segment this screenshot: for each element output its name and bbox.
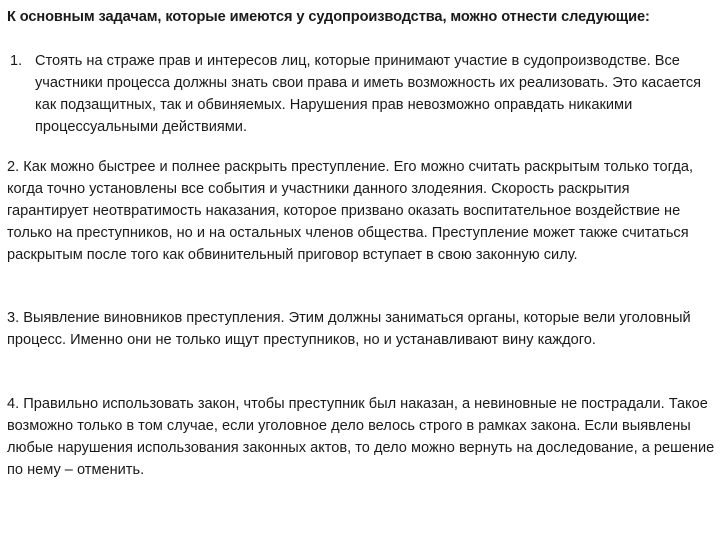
slide-title: К основным задачам, которые имеются у судопроизводства, можно отнести следующие: <box>7 9 650 25</box>
task-item-1 <box>10 50 710 138</box>
task-item-1-text: Стоять на страже прав и интересов лиц, которые принимают участие в судопроизводстве. Все участники процесса должны знать свои права и иметь возможность их реализовать. Это касается как подзащитных, так и обвиняемых. Нарушения прав невозможно оправдать никакими процессуальными действиями. <box>35 53 702 135</box>
task-item-2: 2. Как можно быстрее и полнее раскрыть преступление. Его можно считать раскрытым только тогда, когда точно установлены все события и участники данного злодеяния. Скорость раскрытия гарантирует неотвратимость наказания, которое призвано оказать воспитательное воздействие не только на преступников, но и на остальных членов общества. Преступление может также считаться раскрытым после того как обвинительный приговор вступает в свою законную силу. <box>7 159 694 263</box>
task-item-1-number: 1. <box>10 53 23 69</box>
task-item-3: 3. Выявление виновников преступления. Этим должны заниматься органы, которые вели уголовный процесс. Именно они не только ищут преступников, но и устанавливают вину каждого. <box>7 310 691 348</box>
task-item-4: 4. Правильно использовать закон, чтобы преступник был наказан, а невиновные не пострадали. Такое возможно только в том случае, если уголовное дело велось строго в рамках закона. Если выявлены любые нарушения использования законных актов, то дело можно вернуть на доследование, а решение по нему – отменить. <box>7 396 715 478</box>
